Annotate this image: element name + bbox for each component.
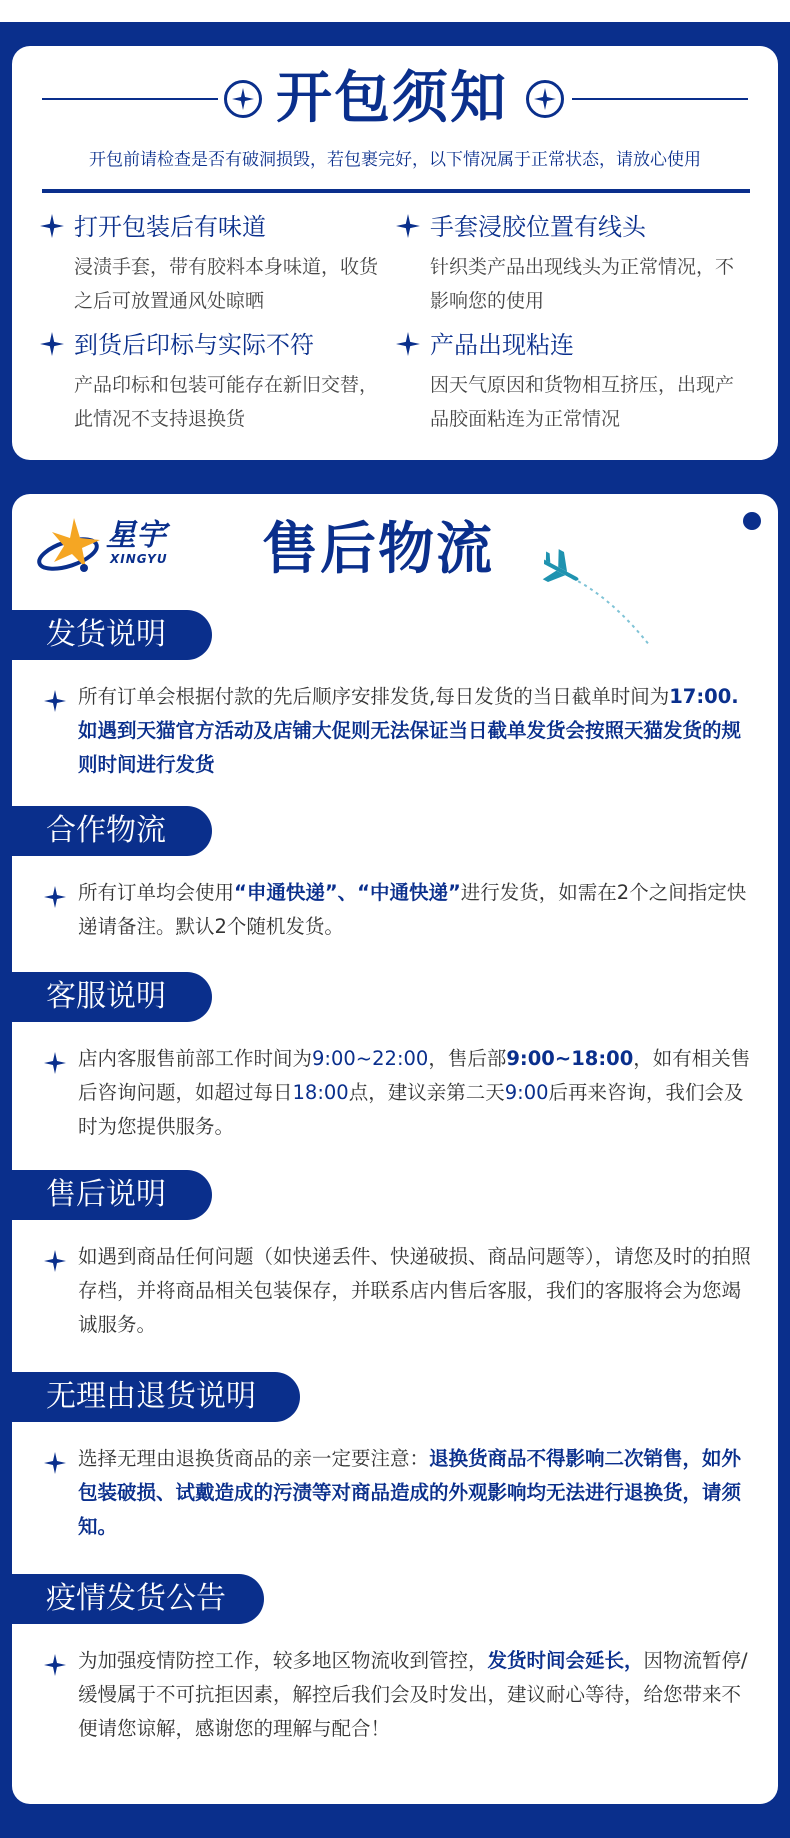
decorative-dot: [743, 512, 761, 530]
section-text: 选择无理由退换货商品的亲一定要注意：退换货商品不得影响二次销售，如外包装破损、试戴造成的污渍等对商品造成的外观影响均无法进行退换货，请须知。: [78, 1447, 742, 1538]
sparkle-icon: [40, 332, 64, 356]
tip-item: [396, 210, 746, 318]
sparkle-icon: [44, 1654, 66, 1676]
tip-title: 到货后印标与实际不符: [74, 331, 314, 359]
sparkle-icon: [44, 1052, 66, 1074]
aftersale-logistics-card: [12, 494, 778, 1804]
logo-english: XINGYU: [110, 552, 168, 566]
section-label-pill: [12, 610, 212, 660]
sparkle-icon: [44, 1452, 66, 1474]
section-text: 店内客服售前部工作时间为9:00~22:00，售后部9:00~18:00，如有相关售后咨询问题，如超过每日18:00点，建议亲第二天9:00后再来咨询，我们会及时为您提供服务。: [78, 1047, 751, 1138]
sparkle-icon: [44, 886, 66, 908]
sparkle-icon: [44, 690, 66, 712]
tip-title: 手套浸胶位置有线头: [430, 213, 646, 241]
section-label-pill: [12, 1372, 300, 1422]
section-label: 售后说明: [46, 1177, 166, 1212]
tip-desc: 针织类产品出现线头为正常情况，不影响您的使用: [430, 256, 735, 312]
section-label-pill: [12, 1574, 264, 1624]
divider-line: [572, 98, 748, 100]
notice-header: [12, 46, 778, 146]
airplane-icon: [532, 538, 662, 648]
section-label-pill: [12, 1170, 212, 1220]
brand-logo: [34, 516, 194, 576]
sparkle-icon: [44, 1250, 66, 1272]
section-label: 疫情发货公告: [46, 1581, 226, 1616]
tip-item: [396, 328, 746, 436]
aftersale-title: 售后物流: [262, 517, 494, 582]
unboxing-notice-card: [12, 46, 778, 460]
notice-subtitle: 开包前请检查是否有破洞损毁，若包裹完好，以下情况属于正常状态，请放心使用: [89, 150, 701, 170]
section-label: 发货说明: [46, 617, 166, 652]
divider-line: [42, 98, 218, 100]
tip-desc: 浸渍手套，带有胶料本身味道，收货之后可放置通风处晾晒: [74, 256, 379, 312]
section-label: 客服说明: [46, 979, 166, 1014]
section-text: 如遇到商品任何问题（如快递丢件、快递破损、商品问题等），请您及时的拍照存档，并将商品相关包装保存，并联系店内售后客服，我们的客服将会为您竭诚服务。: [78, 1245, 751, 1336]
section-text: 为加强疫情防控工作，较多地区物流收到管控，发货时间会延长，因物流暂停/缓慢属于不可抗拒因素，解控后我们会及时发出，建议耐心等待，给您带来不便请您谅解，感谢您的理解与配合！: [78, 1649, 748, 1740]
logo-name: 星宇: [106, 518, 166, 553]
sparkle-icon: [396, 214, 420, 238]
section-label: 合作物流: [46, 813, 166, 848]
notice-title: 开包须知: [276, 66, 508, 131]
section-label-pill: [12, 972, 212, 1022]
sparkle-icon: [40, 214, 64, 238]
sparkle-icon: [396, 332, 420, 356]
section-label-pill: [12, 806, 212, 856]
section-label: 无理由退货说明: [46, 1379, 256, 1414]
tip-title: 打开包装后有味道: [74, 213, 266, 241]
tip-item: [40, 210, 390, 318]
tip-desc: 因天气原因和货物相互挤压，出现产品胶面粘连为正常情况: [430, 374, 735, 430]
section-text: 所有订单会根据付款的先后顺序安排发货,每日发货的当日截单时间为17:00.如遇到天猫官方活动及店铺大促则无法保证当日截单发货会按照天猫发货的规则时间进行发货: [78, 685, 742, 776]
divider-rule: [42, 189, 750, 193]
section-text: 所有订单均会使用“申通快递”、“中通快递”进行发货，如需在2个之间指定快递请备注。默认2个随机发货。: [78, 881, 747, 938]
tip-desc: 产品印标和包装可能存在新旧交替，此情况不支持退换货: [74, 374, 379, 430]
top-strip: [0, 0, 790, 22]
tip-item: [40, 328, 390, 436]
star-swoosh-logo-icon: [34, 516, 106, 576]
tip-title: 产品出现粘连: [430, 331, 574, 359]
sparkle-circle-icon: [224, 80, 262, 118]
sparkle-circle-icon: [526, 80, 564, 118]
